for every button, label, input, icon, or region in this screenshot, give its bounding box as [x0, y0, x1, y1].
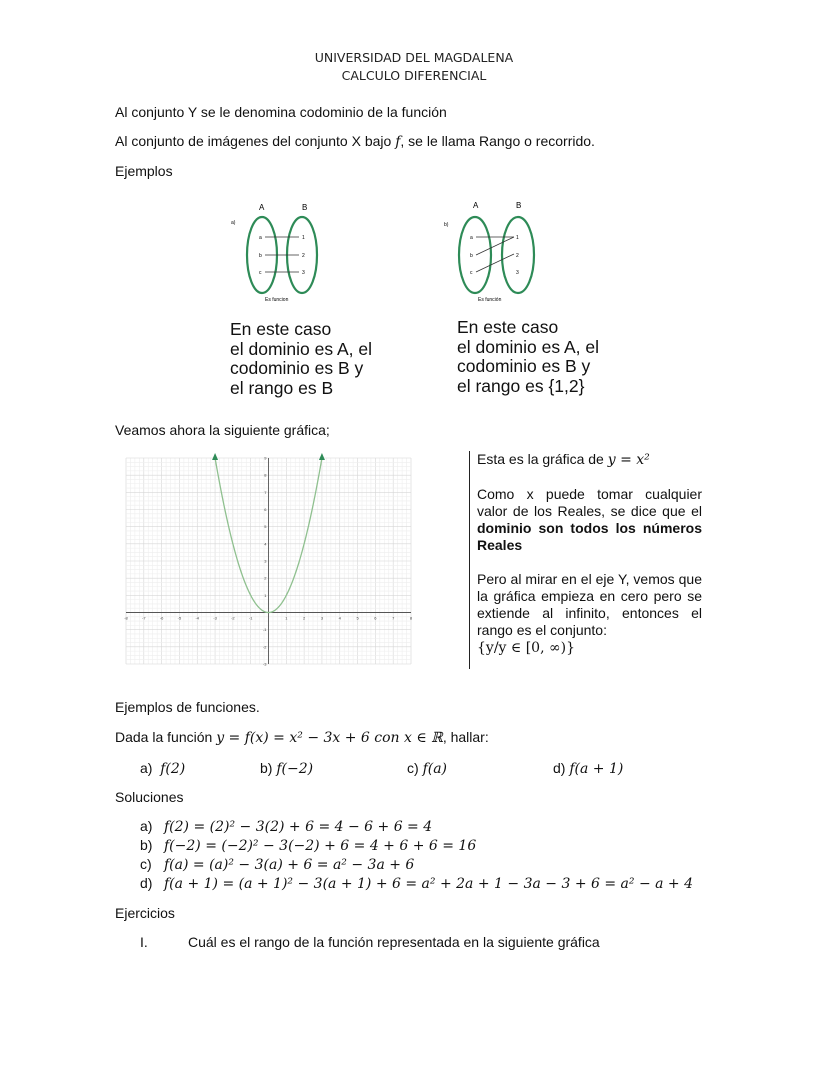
diagram-tag: a) [231, 220, 236, 226]
solution-item [140, 818, 432, 835]
mapping-arrow [476, 254, 514, 272]
question-label: b) [260, 760, 273, 776]
solution-expression: f(−2) = (−2)² − 3(−2) + 6 = 4 + 6 + 6 = 16 [164, 838, 477, 854]
x-tick-label: 2 [303, 615, 306, 621]
y-tick-label: 3 [264, 558, 267, 564]
diagram-caption: Es función [478, 297, 502, 303]
domain-item: b [470, 253, 473, 259]
x-tick-label: -6 [159, 615, 164, 621]
x-tick-label: -4 [195, 615, 200, 621]
y-tick-label: 9 [264, 455, 267, 461]
question-item [260, 760, 313, 777]
domain-item: a [470, 235, 473, 241]
x-tick-label: -7 [142, 615, 146, 621]
mapping-diagram-a [225, 198, 335, 308]
y-tick-label: 2 [264, 575, 267, 581]
diagram-tag: b) [444, 222, 449, 228]
codomain-item: 3 [516, 270, 519, 276]
set-a-label: A [473, 201, 479, 210]
course-name: CALCULO DIFERENCIAL [341, 68, 487, 83]
description-line: En este caso [457, 317, 559, 337]
domain-item: b [259, 253, 262, 259]
range-explanation [477, 571, 702, 657]
domain-bold-text: dominio son todos los números Reales [477, 520, 702, 553]
y-tick-label: 1 [264, 592, 267, 598]
description-line: el dominio es A, el [457, 336, 600, 357]
domain-explanation [477, 486, 702, 554]
y-tick-label: 8 [264, 472, 267, 478]
y-tick-label: 7 [264, 489, 267, 495]
question-label: a) [140, 760, 153, 776]
codomain-item: 1 [302, 235, 305, 241]
codomain-item: 2 [516, 253, 519, 259]
solution-label: b) [140, 837, 153, 853]
question-expression: f(−2) [276, 761, 314, 777]
solution-label: d) [140, 875, 153, 891]
solution-label: c) [140, 856, 152, 872]
codomain-item: 3 [302, 270, 305, 276]
diagram-caption: Es funcion [265, 297, 289, 303]
description-line: En este caso [230, 319, 332, 339]
solution-expression: f(2) = (2)² − 3(2) + 6 = 4 − 6 + 6 = 4 [164, 819, 433, 835]
x-tick-label: 7 [392, 615, 395, 621]
graph-intro: Veamos ahora la siguiente gráfica; [115, 422, 330, 438]
exercise-text: Cuál es el rango de la función representada en la siguiente gráfica [188, 934, 600, 950]
statement-text: Dada la función [115, 729, 217, 745]
domain-item: c [259, 270, 262, 276]
y-tick-label: 4 [264, 541, 267, 547]
set-b-label: B [302, 203, 308, 212]
x-tick-label: 6 [374, 615, 377, 621]
solution-label: a) [140, 818, 153, 834]
x-tick-label: -5 [177, 615, 182, 621]
curve-arrow-icon [319, 453, 325, 460]
codomain-definition: Al conjunto Y se le denomina codominio de la función [115, 104, 447, 120]
question-expression: f(2) [160, 761, 186, 777]
description-line: codominio es B y [230, 358, 364, 378]
y-tick-label: -2 [262, 644, 267, 650]
y-tick-label: -3 [262, 661, 267, 667]
question-label: c) [407, 760, 419, 776]
solution-item [140, 875, 693, 892]
x-tick-label: -1 [248, 615, 253, 621]
x-tick-label: 3 [320, 615, 324, 621]
x-tick-label: -8 [124, 615, 128, 621]
question-label: d) [553, 760, 566, 776]
question-item [553, 760, 623, 777]
mapping-diagram-b [440, 198, 550, 308]
range-set-notation: {y/y ∈ [0, ∞)} [477, 640, 576, 656]
set-b-label: B [516, 201, 522, 210]
description-line: el dominio es A, el [230, 338, 373, 359]
exercises-heading: Ejercicios [115, 905, 175, 921]
examples-heading: Ejemplos [115, 163, 173, 179]
set-a-label: A [259, 203, 265, 212]
statement-text-end: , hallar: [442, 729, 489, 745]
x-tick-label: -2 [231, 615, 235, 621]
domain-item: a [259, 235, 262, 241]
question-expression: f(a) [422, 761, 448, 777]
diagram-a-description [230, 320, 430, 398]
domain-text: Como x puede tomar cualquier valor de los Reales, se dice que el [477, 486, 702, 519]
y-tick-label: 5 [264, 524, 267, 530]
function-symbol: f [395, 134, 401, 150]
solutions-heading: Soluciones [115, 789, 184, 805]
graph-function-formula: y = x² [607, 452, 650, 468]
x-tick-label: 4 [338, 615, 341, 621]
x-tick-label: 1 [285, 615, 288, 621]
question-item [407, 760, 447, 777]
question-expression: f(a + 1) [569, 761, 624, 777]
description-line: el rango es {1,2} [457, 375, 585, 396]
statement-formula: y = f(x) = x² − 3x + 6 con x ∈ ℝ [216, 730, 443, 746]
y-tick-label: -1 [262, 627, 267, 633]
exercise-label: I. [140, 934, 148, 950]
range-definition-text-end: , se le llama Rango o recorrido. [400, 133, 595, 149]
graph-function-text: Esta es la gráfica de [477, 451, 608, 467]
domain-item: c [470, 270, 473, 276]
graph-function-line [477, 451, 702, 469]
chart-svg [121, 452, 416, 668]
solution-expression: f(a + 1) = (a + 1)² − 3(a + 1) + 6 = a² + 2a + 1 − 3a − 3 + 6 = a² − a + 4 [164, 876, 694, 892]
range-text: Pero al mirar en el eje Y, vemos que la gráfica empieza en cero pero se extiende al infinito, entonces el rango es el conjunto: [477, 571, 702, 638]
mapping-arrow [476, 237, 514, 255]
curve-arrow-icon [212, 453, 218, 460]
x-tick-label: -3 [213, 615, 217, 621]
graph-explanation [477, 451, 702, 657]
parabola-chart [121, 452, 416, 668]
function-statement [115, 729, 489, 746]
x-tick-label: 8 [409, 615, 413, 621]
codomain-item: 1 [516, 235, 519, 241]
codomain-item: 2 [302, 253, 305, 259]
range-definition-text: Al conjunto de imágenes del conjunto X bajo [115, 133, 396, 149]
description-line: codominio es B y [457, 356, 591, 376]
solution-expression: f(a) = (a)² − 3(a) + 6 = a² − 3a + 6 [164, 857, 415, 873]
description-line: el rango es B [230, 377, 334, 398]
range-definition [115, 133, 595, 150]
university-name: UNIVERSIDAD DEL MAGDALENA [314, 50, 514, 65]
diagram-b-description [457, 318, 657, 396]
question-item [140, 760, 185, 777]
y-tick-label: 6 [264, 507, 267, 512]
functions-examples-heading: Ejemplos de funciones. [115, 699, 260, 715]
column-divider [469, 451, 470, 669]
x-tick-label: 5 [356, 615, 359, 621]
solution-item [140, 856, 414, 873]
set-a-ellipse [459, 217, 491, 293]
solution-item [140, 837, 476, 854]
